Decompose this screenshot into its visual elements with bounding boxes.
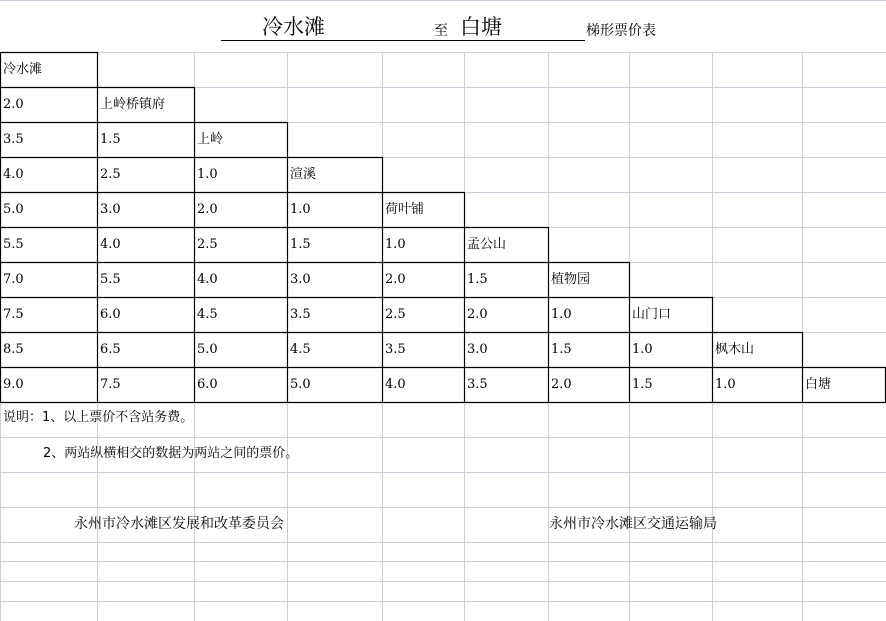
fare-cell: 7.5	[3, 307, 24, 322]
station-label: 白塘	[805, 377, 832, 392]
fare-cell: 1.0	[551, 307, 572, 322]
fare-cell: 3.5	[290, 307, 311, 322]
fare-cell: 3.0	[290, 272, 311, 287]
fare-cell: 7.0	[3, 272, 24, 287]
fare-cell: 9.0	[3, 377, 24, 392]
station-label: 植物园	[551, 272, 591, 287]
fare-cell: 8.5	[3, 342, 24, 357]
fare-cell: 2.0	[197, 202, 218, 217]
fare-cell: 6.5	[100, 342, 121, 357]
fare-cell: 1.5	[632, 377, 653, 392]
fare-cell: 3.5	[385, 342, 406, 357]
fare-cell: 6.0	[197, 377, 218, 392]
fare-cell: 5.0	[290, 377, 311, 392]
fare-cell: 4.0	[197, 272, 218, 287]
station-label: 山门口	[632, 307, 672, 322]
fare-cell: 2.0	[3, 97, 24, 112]
note-1: 说明：1、以上票价不含站务费。	[3, 410, 194, 425]
dept-right: 永州市冷水滩区交通运输局	[549, 516, 717, 532]
fare-cell: 1.5	[551, 342, 572, 357]
fare-cell: 4.0	[3, 167, 24, 182]
fare-cell: 2.0	[385, 272, 406, 287]
station-label: 上岭	[197, 132, 224, 147]
station-label: 渲溪	[290, 167, 317, 182]
fare-cell: 5.5	[3, 237, 24, 252]
fare-cell: 3.0	[100, 202, 121, 217]
fare-cell: 1.5	[100, 132, 121, 147]
fare-cell: 4.5	[290, 342, 311, 357]
fare-cell: 1.0	[715, 377, 736, 392]
station-label: 荷叶铺	[385, 202, 425, 217]
fare-cell: 2.5	[100, 167, 121, 182]
title-underline	[221, 40, 585, 41]
fare-cell: 2.0	[467, 307, 488, 322]
title-from-station: 冷水滩	[262, 15, 325, 39]
dept-left: 永州市冷水滩区发展和改革委员会	[74, 516, 284, 532]
fare-cell: 4.0	[100, 237, 121, 252]
fare-cell: 1.5	[467, 272, 488, 287]
fare-cell: 2.5	[197, 237, 218, 252]
fare-cell: 1.5	[290, 237, 311, 252]
note-2: 2、两站纵横相交的数据为两站之间的票价。	[43, 446, 299, 461]
fare-cell: 4.5	[197, 307, 218, 322]
fare-cell: 6.0	[100, 307, 121, 322]
fare-cell: 5.0	[197, 342, 218, 357]
title-to-station: 白塘	[460, 15, 502, 39]
station-label: 孟公山	[467, 237, 507, 252]
fare-cell: 1.0	[290, 202, 311, 217]
fare-cell: 3.5	[467, 377, 488, 392]
fare-cell: 5.0	[3, 202, 24, 217]
fare-cell: 1.0	[385, 237, 406, 252]
fare-cell: 5.5	[100, 272, 121, 287]
fare-cell: 3.0	[467, 342, 488, 357]
title-to-word: 至	[434, 23, 448, 39]
fare-cell: 4.0	[385, 377, 406, 392]
fare-cell: 1.0	[632, 342, 653, 357]
fare-cell: 7.5	[100, 377, 121, 392]
station-label: 冷水滩	[3, 62, 43, 77]
fare-cell: 3.5	[3, 132, 24, 147]
station-label: 枫木山	[715, 342, 755, 357]
fare-cell: 2.5	[385, 307, 406, 322]
station-label: 上岭桥镇府	[100, 97, 166, 112]
fare-cell: 2.0	[551, 377, 572, 392]
fare-cell: 1.0	[197, 167, 218, 182]
title-suffix: 梯形票价表	[586, 23, 656, 39]
